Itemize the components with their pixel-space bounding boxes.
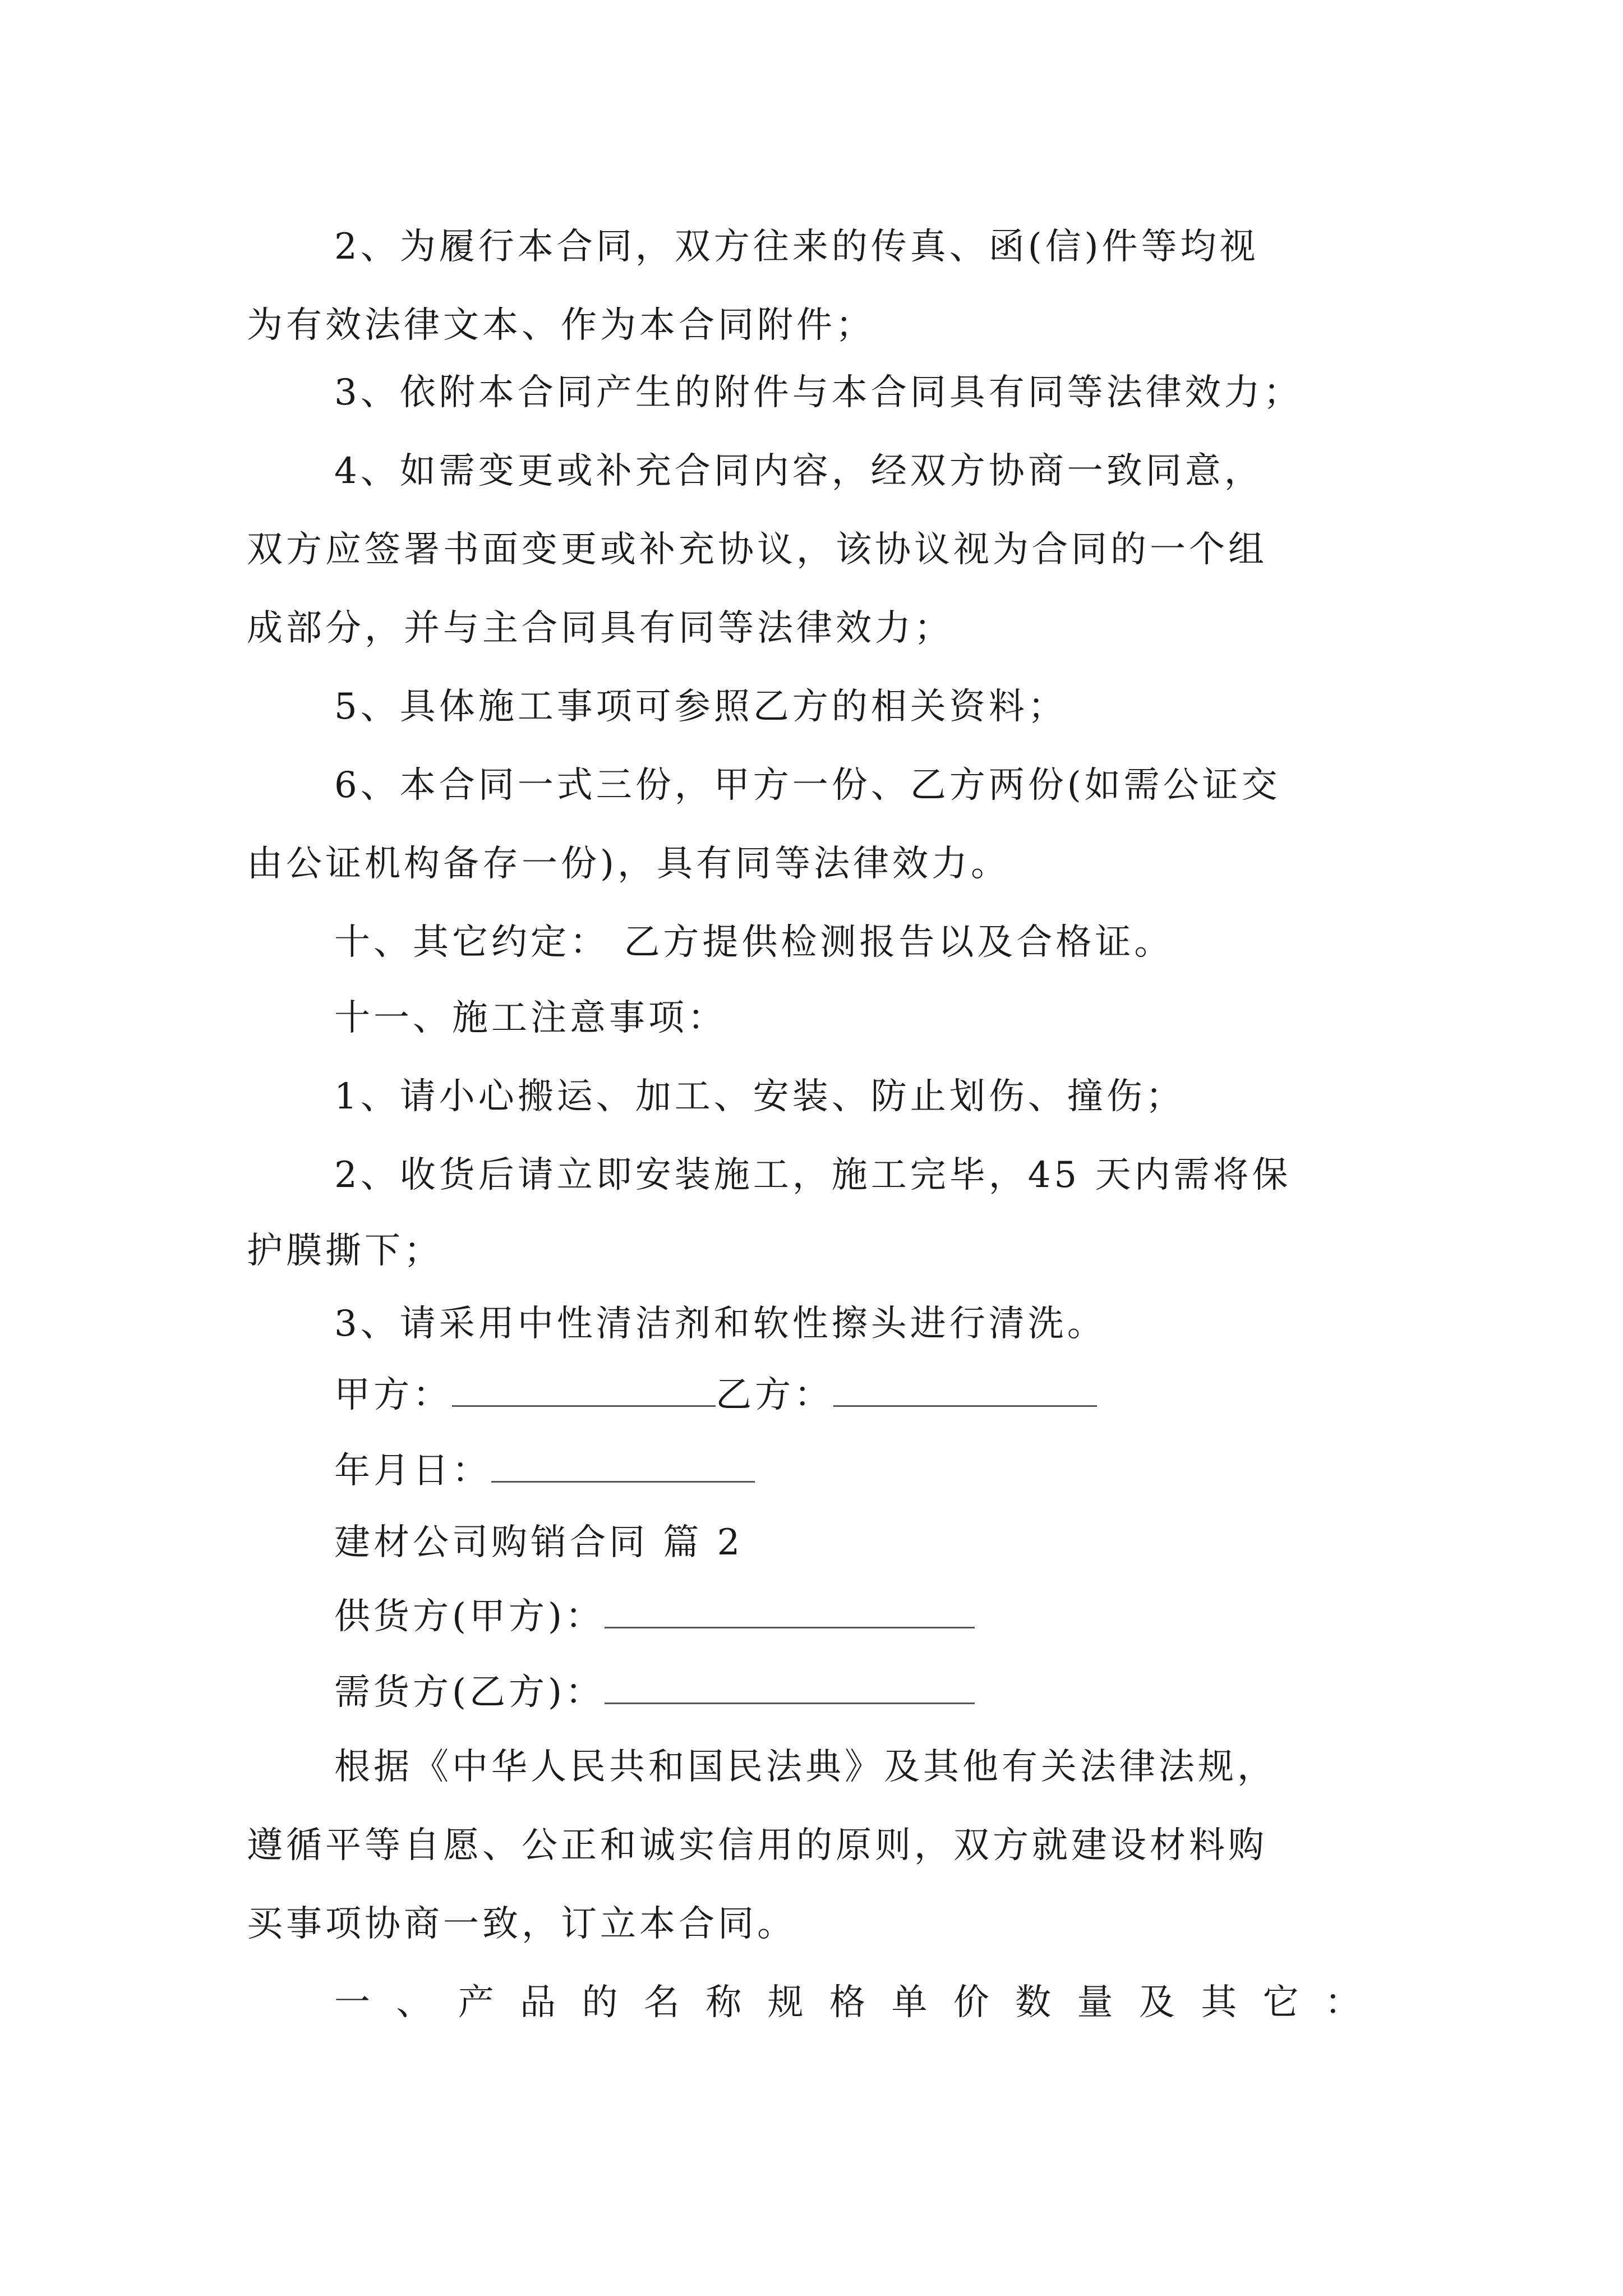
party-b-blank[interactable] bbox=[833, 1372, 1097, 1407]
intro-line: 买事项协商一致，订立本合同。 bbox=[247, 1903, 796, 1945]
text-line: 3、请采用中性清洁剂和软性擦头进行清洗。 bbox=[334, 1303, 1106, 1345]
intro-line: 根据《中华人民共和国民法典》及其他有关法律法规， bbox=[334, 1746, 1276, 1788]
supplier-line bbox=[334, 1593, 1490, 1639]
date-blank[interactable] bbox=[491, 1447, 755, 1483]
clause-char: 品 bbox=[520, 1982, 556, 2023]
clause-char: 及 bbox=[1138, 1982, 1175, 2023]
date-line bbox=[334, 1447, 1490, 1493]
clause-char: 的 bbox=[582, 1982, 618, 2023]
supplier-blank[interactable] bbox=[605, 1593, 975, 1628]
party-a-label: 甲方： bbox=[334, 1374, 452, 1416]
clause-char: 价 bbox=[953, 1982, 989, 2023]
text-line: 2、为履行本合同，双方往来的传真、函(信)件等均视 bbox=[334, 226, 1259, 268]
text-line: 1、请小心搬运、加工、安装、防止划伤、撞伤； bbox=[334, 1076, 1185, 1117]
text-line: 由公证机构备存一份)，具有同等法律效力。 bbox=[247, 843, 1010, 885]
clause-char: 其 bbox=[1201, 1982, 1237, 2023]
clause-char: 规 bbox=[767, 1982, 804, 2023]
clause-char: 单 bbox=[891, 1982, 928, 2023]
clause-char: 、 bbox=[396, 1982, 432, 2023]
buyer-line bbox=[334, 1669, 1490, 1715]
party-a-blank[interactable] bbox=[452, 1372, 716, 1407]
intro-line: 遵循平等自愿、公正和诚实信用的原则，双方就建设材料购 bbox=[247, 1825, 1267, 1866]
clause-char: 它 bbox=[1262, 1982, 1299, 2023]
text-line: 成部分，并与主合同具有同等法律效力； bbox=[247, 608, 953, 649]
clause-char: 称 bbox=[706, 1982, 742, 2023]
text-line: 4、如需变更或补充合同内容，经双方协商一致同意， bbox=[334, 450, 1264, 492]
buyer-blank[interactable] bbox=[605, 1669, 975, 1704]
text-line: 2、收货后请立即安装施工，施工完毕，45 天内需将保 bbox=[334, 1154, 1292, 1196]
clause-char: 一 bbox=[334, 1982, 370, 2023]
clause-char: 格 bbox=[829, 1982, 865, 2023]
clause-char: 量 bbox=[1077, 1982, 1113, 2023]
clause-char: ： bbox=[1325, 1982, 1361, 2023]
text-line: 十一、施工注意事项： bbox=[334, 997, 727, 1039]
text-line: 为有效法律文本、作为本合同附件； bbox=[247, 305, 875, 346]
date-label: 年月日： bbox=[334, 1450, 491, 1492]
clause-char: 数 bbox=[1015, 1982, 1052, 2023]
supplier-label: 供货方(甲方)： bbox=[334, 1596, 605, 1637]
clause-char: 名 bbox=[643, 1982, 680, 2023]
text-line: 3、依附本合同产生的附件与本合同具有同等法律效力； bbox=[334, 372, 1303, 413]
clause-heading bbox=[334, 1980, 1361, 2025]
text-line: 6、本合同一式三份，甲方一份、乙方两份(如需公证交 bbox=[334, 765, 1281, 806]
signature-line bbox=[334, 1372, 1490, 1418]
section-title: 建材公司购销合同 篇 2 bbox=[334, 1522, 744, 1563]
clause-char: 产 bbox=[458, 1982, 494, 2023]
party-b-label: 乙方： bbox=[716, 1374, 833, 1416]
text-line: 双方应签署书面变更或补充协议，该协议视为合同的一个组 bbox=[247, 529, 1267, 570]
text-line: 十、其它约定： 乙方提供检测报告以及合格证。 bbox=[334, 922, 1174, 963]
text-line: 5、具体施工事项可参照乙方的相关资料； bbox=[334, 686, 1067, 728]
text-line: 护膜撕下； bbox=[247, 1230, 443, 1272]
buyer-label: 需货方(乙方)： bbox=[334, 1672, 605, 1713]
